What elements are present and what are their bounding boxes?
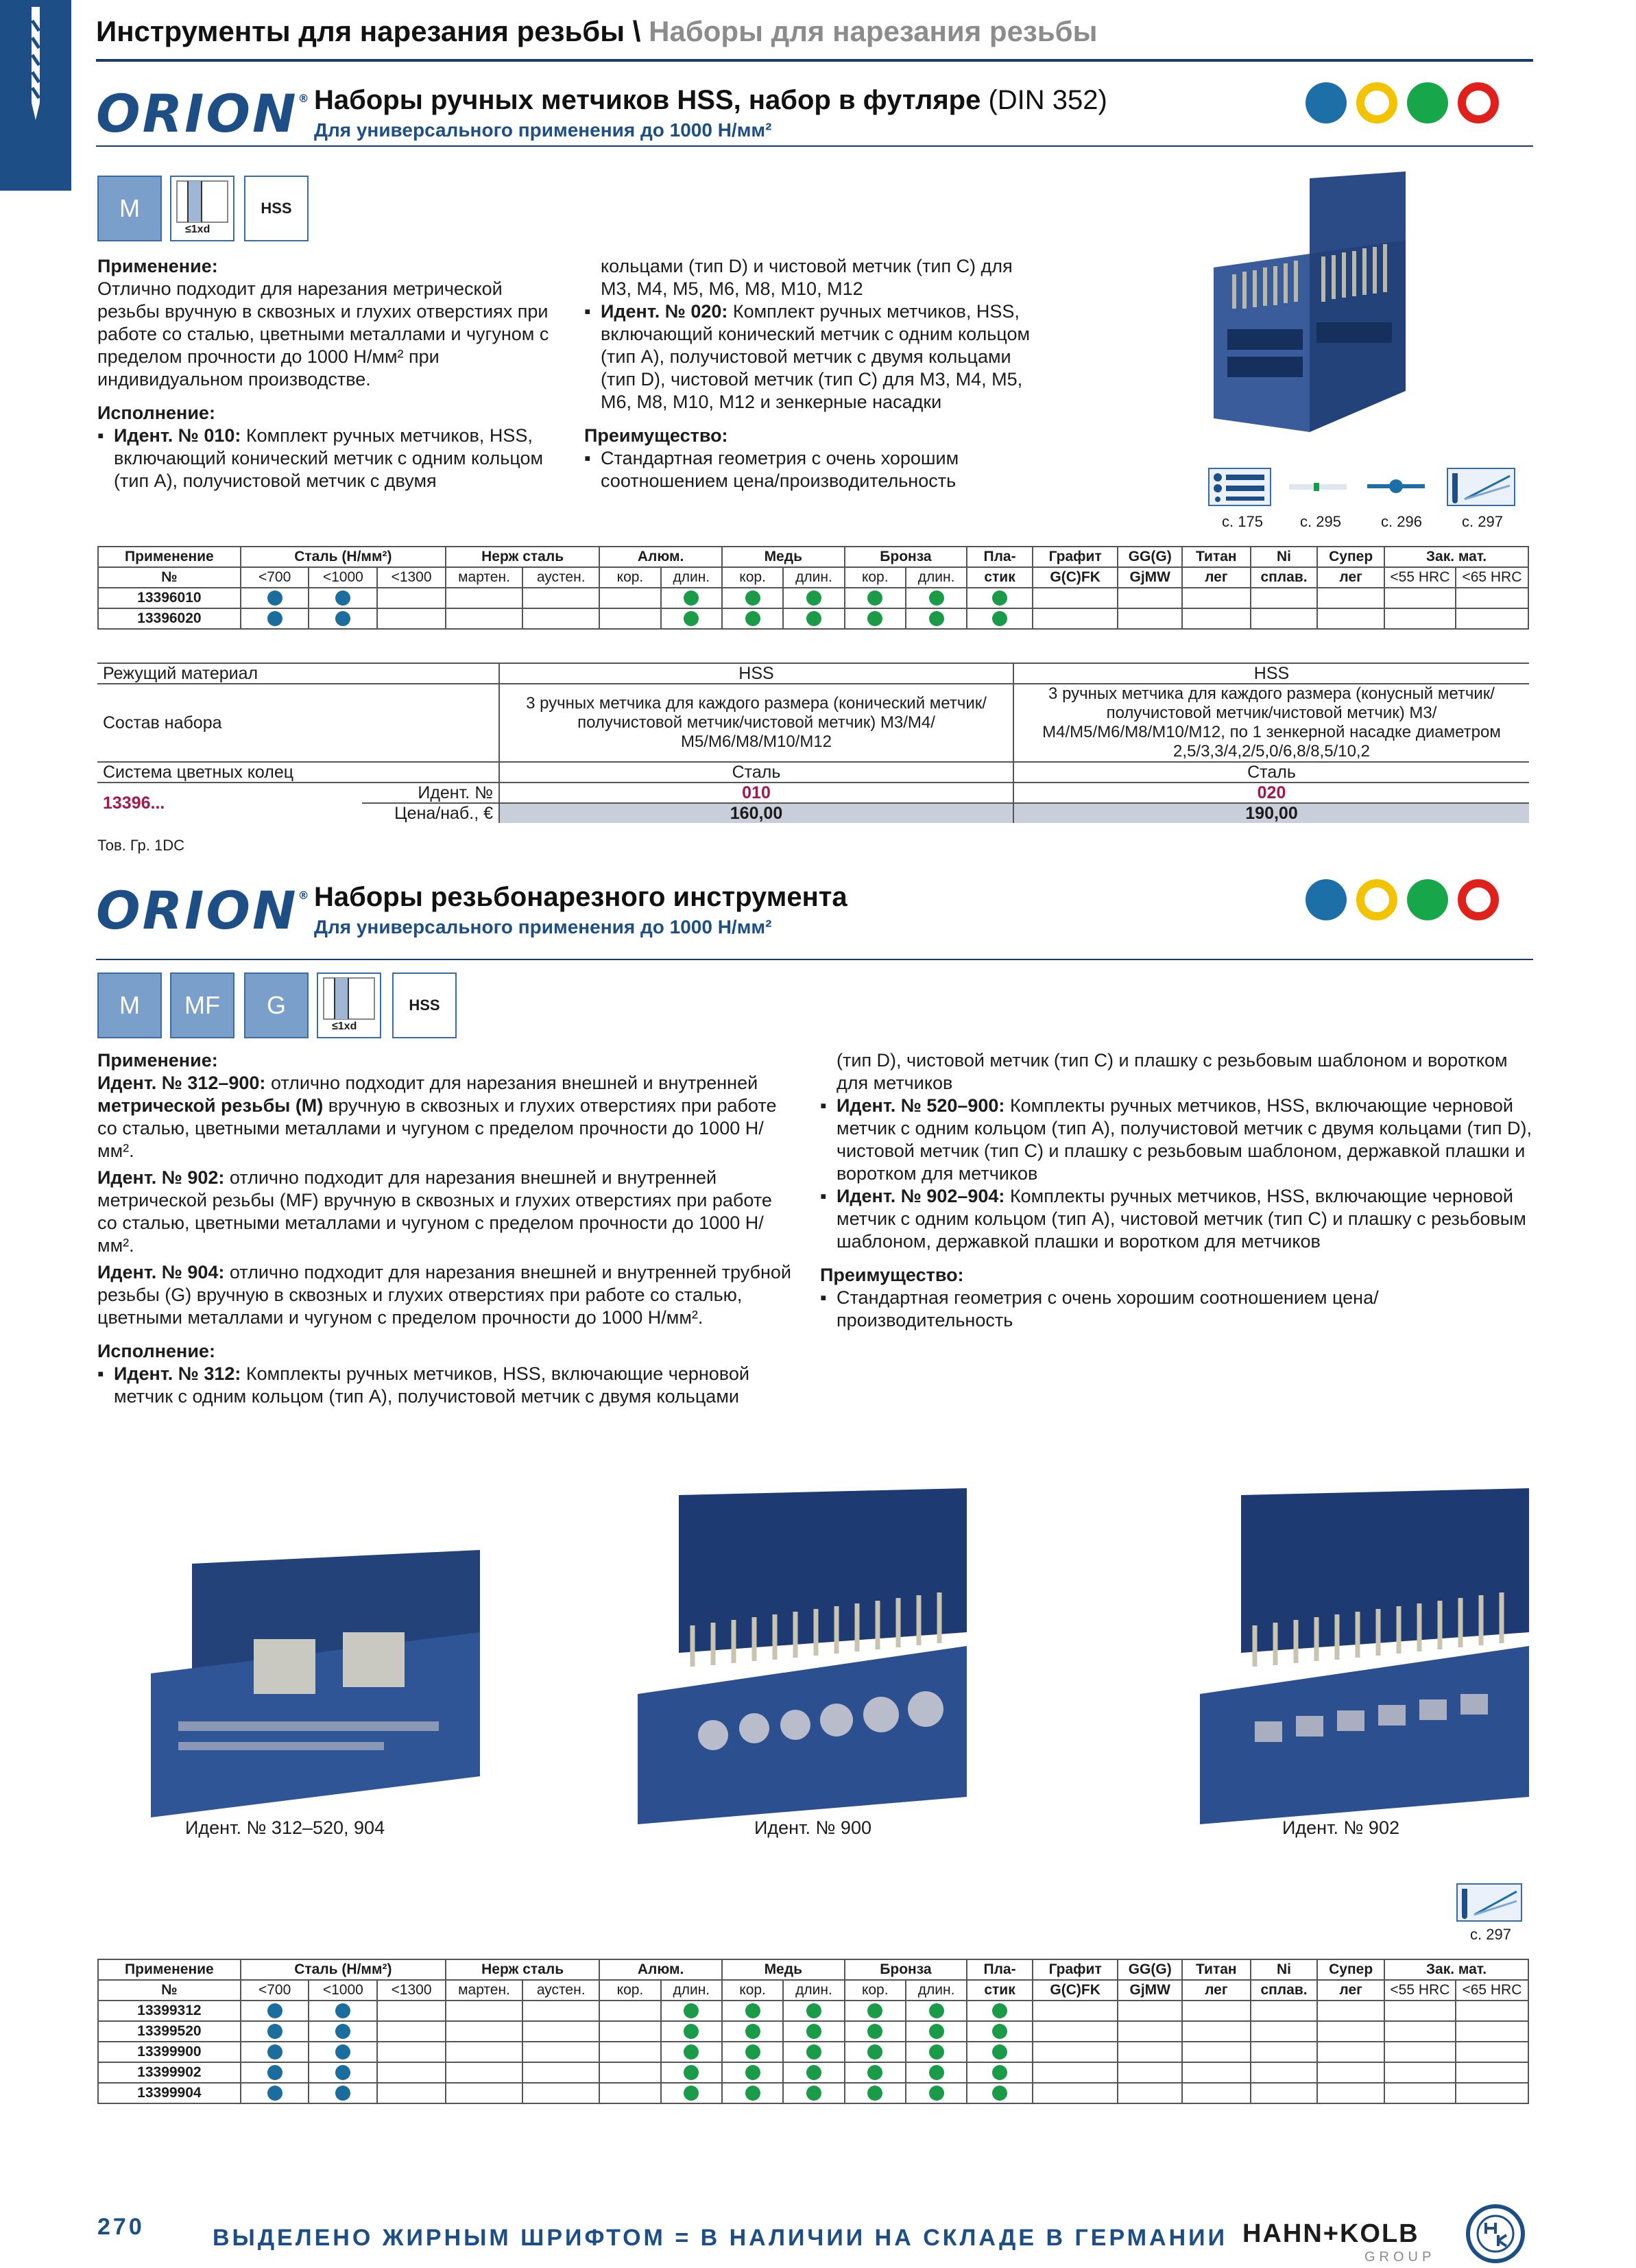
p1-color-dots bbox=[1306, 82, 1499, 123]
suitability-dot bbox=[684, 2024, 699, 2039]
suitability-dot bbox=[929, 590, 944, 606]
suitability-dot bbox=[745, 611, 760, 626]
spec-price-020: 190,00 bbox=[1013, 803, 1529, 823]
p2-rule bbox=[96, 959, 1533, 960]
p1-rule bbox=[96, 145, 1533, 147]
red-ring bbox=[1458, 82, 1499, 123]
badge-m: M bbox=[97, 176, 162, 241]
badge-hss: HSS bbox=[244, 176, 309, 241]
tap-accessory-icon[interactable] bbox=[1286, 468, 1349, 506]
suitability-dot bbox=[806, 2044, 821, 2060]
th-application: Применение bbox=[98, 1959, 241, 1980]
suitability-dot bbox=[992, 611, 1007, 626]
table-row bbox=[98, 2001, 1528, 2021]
suitability-dot bbox=[867, 2086, 882, 2101]
tap-through-icon: ≤1xd bbox=[170, 176, 234, 241]
suitability-dot bbox=[929, 2003, 944, 2018]
suitability-dot bbox=[684, 590, 699, 606]
p1-product-photo bbox=[1207, 171, 1412, 439]
suitability-dot bbox=[867, 611, 882, 626]
th-graphite: Графит bbox=[1033, 547, 1118, 567]
th-super: Супер bbox=[1317, 1959, 1384, 1980]
th-super: Супер bbox=[1317, 547, 1384, 567]
th-gg: GG(G) bbox=[1118, 547, 1181, 567]
header-sep: \ bbox=[625, 15, 649, 47]
th-cu-long: длин. bbox=[783, 1980, 844, 2001]
blue-dot bbox=[1306, 82, 1347, 123]
th-aluminium: Алюм. bbox=[599, 1959, 722, 1980]
yellow-ring bbox=[1356, 82, 1397, 123]
p1-text-col1: Применение: Отлично подходит для нарезания метрической резьбы вручную в сквозных и глухих отверстиях при работе со сталью, цветными металлами и чугуном с пределом прочности до 1000 Н/мм² при индивидуальном производстве. Исполнение: ▪ Идент. № 010: Комплект ручных метчиков, HSS, включающий конический метчик с одним кольцом (тип A), получистовой метчик с двумя bbox=[97, 255, 564, 492]
table-row bbox=[98, 588, 1528, 608]
p1-text-col2: кольцами (тип D) и чистовой метчик (тип C) для M3, M4, M5, M6, M8, M10, M12 ▪ Идент. № 020: Комплект ручных метчиков, HSS, включающий конический метчик с одним кольцом (тип A), получистовой метчик с двумя кольцами (тип D), чистовой метчик (тип C) для M3, M4, M5, M6, M8, M10, M12 и зенкерные насадки Преимущество: ▪ Стандартная геометрия с очень хорошим соотношением цена/производительность bbox=[584, 255, 1044, 492]
th-bronze: Бронза bbox=[845, 547, 967, 567]
product-group: Тов. Гр. 1DC bbox=[97, 837, 185, 854]
ref-297-2: с. 297 bbox=[1470, 1926, 1511, 1943]
th-hardened: Зак. мат. bbox=[1384, 547, 1528, 567]
header-rule bbox=[96, 59, 1533, 62]
p2-text-col2: (тип D), чистовой метчик (тип C) и плашку с резьбовым шаблоном и воротком для метчиков ▪ Идент. № 520–900: Комплекты ручных метчиков, HSS, включающие черновой метчик с одним кольцом (тип A), получистовой метчик с двумя кольцами (тип D), чистовой метчик (тип C) и плашку с резьбовым шаблоном, державкой плашки и воротком для метчиков ▪ Идент. № 902–904: Комплекты ручных метчиков, HSS, включающие черновой метчик с одним кольцом (тип A), чистовой метчик (тип C) и плашку с резьбовым шаблоном, державкой плашки и воротком для метчиков Преимущество: ▪ Стандартная геометрия с очень хорошим соотношением цена/производительность bbox=[820, 1049, 1533, 1332]
suitability-dot bbox=[267, 2024, 282, 2039]
photo-set-900 bbox=[631, 1488, 974, 1824]
suitability-dot bbox=[267, 611, 282, 626]
tap-through-icon-2: ≤1xd bbox=[317, 972, 381, 1038]
suitability-dot bbox=[335, 2086, 350, 2101]
suitability-dot bbox=[929, 2044, 944, 2060]
suitability-dot bbox=[267, 590, 282, 606]
spec-code: 13396... bbox=[97, 783, 362, 823]
suitability-dot bbox=[335, 2024, 350, 2039]
th-55hrc: <55 HRC bbox=[1384, 1980, 1456, 2001]
th-plastic2: стик bbox=[967, 567, 1033, 588]
th-marten: мартен. bbox=[446, 567, 522, 588]
th-al-short: кор. bbox=[599, 567, 660, 588]
th-lt1000: <1000 bbox=[309, 567, 377, 588]
orion-logo-2: ORION® bbox=[96, 880, 309, 941]
suitability-dot bbox=[267, 2086, 282, 2101]
spec-ring-1: Сталь bbox=[499, 762, 1013, 783]
suitability-dot bbox=[684, 611, 699, 626]
article-no[interactable]: 13396010 bbox=[98, 588, 241, 608]
spec-ident-020[interactable]: 020 bbox=[1013, 783, 1529, 803]
th-marten: мартен. bbox=[446, 1980, 522, 2001]
suitability-dot bbox=[684, 2086, 699, 2101]
suitability-dot bbox=[684, 2044, 699, 2060]
photo-set-902 bbox=[1193, 1488, 1536, 1824]
suitability-dot bbox=[745, 2003, 760, 2018]
suitability-dot bbox=[745, 590, 760, 606]
suitability-dot bbox=[992, 590, 1007, 606]
suitability-dot bbox=[806, 611, 821, 626]
th-ni2: сплав. bbox=[1251, 567, 1318, 588]
suitability-dot bbox=[267, 2044, 282, 2060]
p1-subtitle: Для универсального применения до 1000 Н/мм² bbox=[314, 119, 772, 141]
suitability-dot bbox=[745, 2065, 760, 2080]
suitability-dot bbox=[745, 2086, 760, 2101]
th-stainless: Нерж сталь bbox=[446, 1959, 599, 1980]
spec-material-2: HSS bbox=[1013, 663, 1529, 684]
table-row bbox=[98, 2042, 1528, 2062]
th-super2: лег bbox=[1317, 567, 1384, 588]
th-bronze: Бронза bbox=[845, 1959, 967, 1980]
caption-902: Идент. № 902 bbox=[1282, 1817, 1399, 1838]
caption-312-520-904: Идент. № 312–520, 904 bbox=[185, 1817, 385, 1838]
spec-price-label: Цена/наб., € bbox=[362, 803, 499, 823]
th-graphite: Графит bbox=[1033, 1959, 1118, 1980]
th-titan: Титан bbox=[1182, 547, 1251, 567]
suitability-dot bbox=[929, 2065, 944, 2080]
th-no: № bbox=[98, 567, 241, 588]
th-br-short: кор. bbox=[845, 1980, 906, 2001]
suitability-dot bbox=[335, 590, 350, 606]
header-main: Инструменты для нарезания резьбы bbox=[96, 15, 625, 47]
th-copper: Медь bbox=[722, 1959, 845, 1980]
suitability-dot bbox=[335, 2003, 350, 2018]
red-ring bbox=[1458, 879, 1499, 920]
th-titan2: лег bbox=[1182, 567, 1251, 588]
orion-logo: ORION® bbox=[96, 83, 309, 144]
th-aluminium: Алюм. bbox=[599, 547, 722, 567]
ref-295: с. 295 bbox=[1300, 513, 1341, 530]
suitability-dot bbox=[992, 2044, 1007, 2060]
group-label: GROUP bbox=[1364, 2249, 1436, 2265]
drill-icon bbox=[0, 0, 71, 191]
p2-color-dots bbox=[1306, 879, 1499, 920]
green-dot bbox=[1407, 82, 1448, 123]
th-plastic2: стик bbox=[967, 1980, 1033, 2001]
spec-table bbox=[97, 663, 1529, 823]
side-tab bbox=[0, 0, 71, 191]
suitability-dot bbox=[992, 2065, 1007, 2080]
suitability-dot bbox=[806, 590, 821, 606]
suitability-dot bbox=[806, 2024, 821, 2039]
th-cu-short: кор. bbox=[722, 567, 783, 588]
article-no[interactable]: 13399902 bbox=[98, 2062, 241, 2083]
th-br-long: длин. bbox=[906, 567, 967, 588]
suitability-dot bbox=[992, 2086, 1007, 2101]
suitability-dot bbox=[806, 2086, 821, 2101]
suitability-dot bbox=[684, 2003, 699, 2018]
suitability-dot bbox=[929, 611, 944, 626]
th-super2: лег bbox=[1317, 1980, 1384, 2001]
th-steel: Сталь (Н/мм²) bbox=[241, 1959, 446, 1980]
th-ni: Ni bbox=[1251, 547, 1318, 567]
page-header bbox=[96, 15, 1097, 48]
material-table-1 bbox=[97, 546, 1529, 630]
article-no[interactable]: 13399312 bbox=[98, 2001, 241, 2021]
th-lt700: <700 bbox=[241, 1980, 309, 2001]
th-lt1000: <1000 bbox=[309, 1980, 377, 2001]
p2-text-col1: Применение: Идент. № 312–900: отлично подходит для нарезания внешней и внутренней метрической резьбы (M) вручную в сквозных и глухих отверстиях при работе со сталью, цветными металлами и чугуном с пределом прочности до 1000 Н/мм². Идент. № 902: отлично подходит для нарезания внешней и внутренней метрической резьбы (MF) вручную в сквозных и глухих отверстиях при работе со сталью, цветными металлами и чугуном с пределом прочности до 1000 Н/мм². Идент. № 904: отлично подходит для нарезания внешней и внутренней трубной резьбы (G) вручную в сквозных и глухих отверстиях при работе со сталью, цветными металлами и чугуном с пределом прочности до 1000 Н/мм². Исполнение: ▪ Идент. № 312: Комплекты ручных метчиков, HSS, включающие черновой метчик с одним кольцом (тип A), получистовой метчик с двумя кольцами bbox=[97, 1049, 797, 1408]
th-gjmw: GjMW bbox=[1118, 567, 1181, 588]
suitability-dot bbox=[335, 2044, 350, 2060]
th-lt1300: <1300 bbox=[377, 567, 446, 588]
th-lt1300: <1300 bbox=[377, 1980, 446, 2001]
th-lt700: <700 bbox=[241, 567, 309, 588]
suitability-dot bbox=[267, 2003, 282, 2018]
article-no[interactable]: 13399900 bbox=[98, 2042, 241, 2062]
spec-ident-label: Идент. № bbox=[362, 783, 499, 803]
th-ni: Ni bbox=[1251, 1959, 1318, 1980]
spec-material-label: Режущий материал bbox=[97, 663, 499, 684]
p2-subtitle: Для универсального применения до 1000 Н/мм² bbox=[314, 916, 772, 938]
suitability-dot bbox=[929, 2086, 944, 2101]
suitability-dot bbox=[267, 2065, 282, 2080]
suitability-dot bbox=[992, 2003, 1007, 2018]
info-ref-icon-2[interactable] bbox=[1456, 1883, 1522, 1922]
th-hardened: Зак. мат. bbox=[1384, 1959, 1528, 1980]
stock-note: ВЫДЕЛЕНО ЖИРНЫМ ШРИФТОМ = В НАЛИЧИИ НА СКЛАДЕ В ГЕРМАНИИ bbox=[213, 2225, 1228, 2251]
suitability-dot bbox=[335, 611, 350, 626]
th-plastic: Пла- bbox=[967, 1959, 1033, 1980]
th-55hrc: <55 HRC bbox=[1384, 567, 1456, 588]
article-no[interactable]: 13399904 bbox=[98, 2083, 241, 2103]
table-row bbox=[98, 2062, 1528, 2083]
suitability-dot bbox=[806, 2003, 821, 2018]
th-cu-short: кор. bbox=[722, 1980, 783, 2001]
suitability-dot bbox=[867, 2024, 882, 2039]
th-gg: GG(G) bbox=[1118, 1959, 1181, 1980]
th-stainless: Нерж сталь bbox=[446, 547, 599, 567]
material-table-2 bbox=[97, 1959, 1529, 2104]
table-row bbox=[98, 608, 1528, 629]
p1-title: Наборы ручных метчиков HSS, набор в футляре (DIN 352) bbox=[314, 85, 1107, 115]
info-ref-icon[interactable] bbox=[1447, 468, 1515, 506]
suitability-dot bbox=[929, 2024, 944, 2039]
catalog-ref-icon[interactable] bbox=[1208, 468, 1271, 506]
th-br-long: длин. bbox=[906, 1980, 967, 2001]
ref-175: с. 175 bbox=[1222, 513, 1263, 530]
article-no[interactable]: 13396020 bbox=[98, 608, 241, 629]
th-steel: Сталь (Н/мм²) bbox=[241, 547, 446, 567]
p2-title: Наборы резьбонарезного инструмента bbox=[314, 882, 847, 912]
th-plastic: Пла- bbox=[967, 547, 1033, 567]
yellow-ring bbox=[1356, 879, 1397, 920]
spec-material-1: HSS bbox=[499, 663, 1013, 684]
suitability-dot bbox=[867, 2065, 882, 2080]
caption-900: Идент. № 900 bbox=[754, 1817, 871, 1838]
spec-contents-1: 3 ручных метчика для каждого размера (конический метчик/получистовой метчик/чистовой метчик) M3/M4/ M5/M6/M8/M10/M12 bbox=[499, 684, 1013, 762]
th-copper: Медь bbox=[722, 547, 845, 567]
suitability-dot bbox=[745, 2044, 760, 2060]
th-cu-long: длин. bbox=[783, 567, 844, 588]
th-65hrc: <65 HRC bbox=[1456, 1980, 1528, 2001]
th-gcfk: G(C)FK bbox=[1033, 567, 1118, 588]
photo-set-312-520-904 bbox=[137, 1550, 494, 1824]
th-gjmw: GjMW bbox=[1118, 1980, 1181, 2001]
spec-contents-2: 3 ручных метчика для каждого размера (конусный метчик/получистовой метчик/чистовой метчик) M3/ M4/M5/M6/M8/M10/M12, по 1 зенкерной насадке диаметром 2,5/3,3/4,2/5,0/6,8/8,5/10,2 bbox=[1013, 684, 1529, 762]
th-br-short: кор. bbox=[845, 567, 906, 588]
th-al-long: длин. bbox=[661, 1980, 722, 2001]
spec-ring-2: Сталь bbox=[1013, 762, 1529, 783]
hk-emblem bbox=[1466, 2204, 1525, 2263]
th-al-long: длин. bbox=[661, 567, 722, 588]
th-titan: Титан bbox=[1182, 1959, 1251, 1980]
ref-297: с. 297 bbox=[1462, 513, 1503, 530]
spec-ring-label: Система цветных колец bbox=[97, 762, 499, 783]
spec-price-010: 160,00 bbox=[499, 803, 1013, 823]
table-row bbox=[98, 2083, 1528, 2103]
suitability-dot bbox=[335, 2065, 350, 2080]
th-ni2: сплав. bbox=[1251, 1980, 1318, 2001]
suitability-dot bbox=[992, 2024, 1007, 2039]
suitability-dot bbox=[867, 590, 882, 606]
suitability-dot bbox=[745, 2024, 760, 2039]
suitability-dot bbox=[867, 2044, 882, 2060]
th-austen: аустен. bbox=[522, 567, 599, 588]
suitability-dot bbox=[684, 2065, 699, 2080]
spec-contents-label: Состав набора bbox=[97, 684, 499, 762]
blue-dot bbox=[1306, 879, 1347, 920]
hahn-kolb-logo: HAHN+KOLB bbox=[1242, 2219, 1419, 2248]
suitability-dot bbox=[806, 2065, 821, 2080]
th-no: № bbox=[98, 1980, 241, 2001]
spec-ident-010[interactable]: 010 bbox=[499, 783, 1013, 803]
green-dot bbox=[1407, 879, 1448, 920]
badge-g: G bbox=[244, 972, 309, 1038]
ref-296: с. 296 bbox=[1381, 513, 1422, 530]
header-sub: Наборы для нарезания резьбы bbox=[649, 15, 1098, 47]
tap-wrench-icon[interactable] bbox=[1364, 468, 1428, 506]
badge-hss-2: HSS bbox=[392, 972, 457, 1038]
th-gcfk: G(C)FK bbox=[1033, 1980, 1118, 2001]
page-number: 270 bbox=[97, 2214, 145, 2240]
th-titan2: лег bbox=[1182, 1980, 1251, 2001]
th-al-short: кор. bbox=[599, 1980, 660, 2001]
th-austen: аустен. bbox=[522, 1980, 599, 2001]
th-65hrc: <65 HRC bbox=[1456, 567, 1528, 588]
th-application: Применение bbox=[98, 547, 241, 567]
suitability-dot bbox=[867, 2003, 882, 2018]
badge-m-2: M bbox=[97, 972, 162, 1038]
badge-mf: MF bbox=[170, 972, 234, 1038]
table-row bbox=[98, 2021, 1528, 2042]
article-no[interactable]: 13399520 bbox=[98, 2021, 241, 2042]
